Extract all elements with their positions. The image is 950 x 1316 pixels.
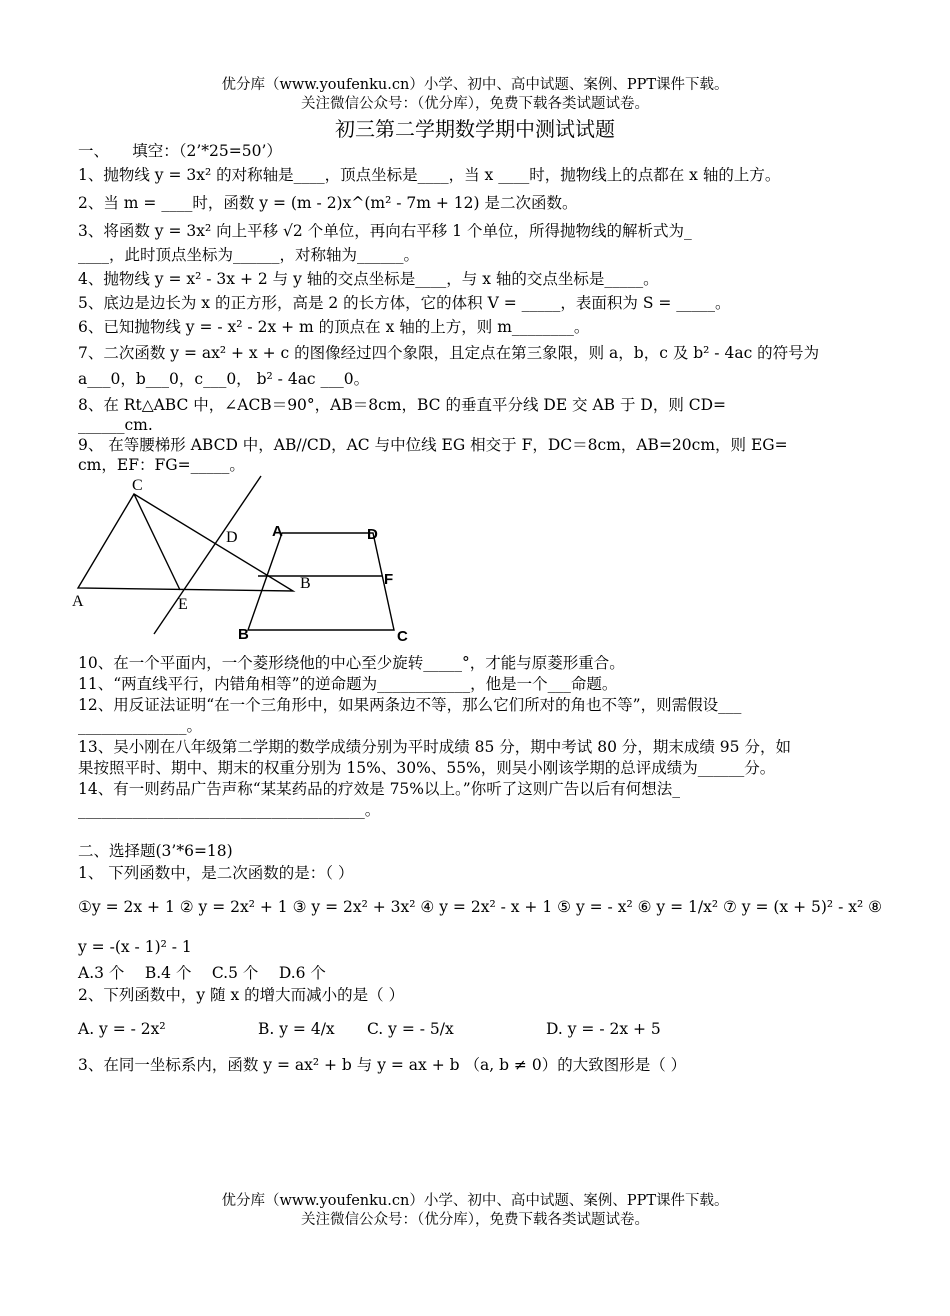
question-11: 11、“两直线平行，内错角相等”的逆命题为____________，他是一个___命题。	[78, 675, 618, 693]
question-13: 13、吴小刚在八年级第二学期的数学成绩分别为平时成绩 85 分，期中考试 80 分，期末成绩 95 分，如	[78, 738, 791, 756]
question-14: 14、有一则药品广告声称“某某药品的疗效是 75%以上。”你听了这则广告以后有何想法_	[78, 780, 680, 798]
question-10: 10、在一个平面内，一个菱形绕他的中心至少旋转_____°，才能与原菱形重合。	[78, 654, 625, 672]
label-trap-c: C	[397, 628, 408, 645]
choice-2-option-c: C. y = - 5/x	[367, 1020, 454, 1038]
question-8: 8、在 Rt△ABC 中，∠ACB＝90°，AB＝8cm，BC 的垂直平分线 DE 交 AB 于 D，则 CD=	[78, 396, 727, 414]
label-c: C	[132, 477, 143, 494]
choice-question-2: 2、下列函数中，y 随 x 的增大而减小的是（ ）	[78, 986, 405, 1004]
footer-line-1: 优分库（www.youfenku.cn）小学、初中、高中试题、案例、PPT课件下载。	[221, 1193, 729, 1209]
section-fill-heading: 一、 填空：（2’*25=50’）	[78, 142, 282, 160]
question-12: 12、用反证法证明“在一个三角形中，如果两条边不等，那么它们所对的角也不等”，则需假设___	[78, 696, 742, 714]
label-e: E	[178, 596, 188, 613]
page-title: 初三第二学期数学期中测试试题	[335, 117, 615, 141]
line-de	[154, 476, 261, 634]
question-8-cont: ______cm.	[78, 416, 153, 434]
question-4: 4、抛物线 y = x² - 3x + 2 与 y 轴的交点坐标是____，与 x 轴的交点坐标是_____。	[78, 270, 659, 288]
question-1: 1、抛物线 y = 3x² 的对称轴是____，顶点坐标是____，当 x ____时，抛物线上的点都在 x 轴的上方。	[78, 166, 781, 184]
question-13-cont: 果按照平时、期中、期末的权重分别为 15%、30%、55%，则吴小刚该学期的总评成绩为______分。	[78, 759, 776, 777]
label-b: B	[300, 575, 311, 592]
question-6: 6、已知抛物线 y = - x² - 2x + m 的顶点在 x 轴的上方，则 m________。	[78, 318, 590, 336]
question-2: 2、当 m = ____时，函数 y = (m - 2)x^(m² - 7m + 12) 是二次函数。	[78, 194, 578, 212]
trapezoid-figure	[248, 533, 394, 630]
question-3: 3、将函数 y = 3x² 向上平移 √2 个单位，再向右平移 1 个单位，所得抛物线的解析式为_	[78, 222, 692, 240]
header-line-2: 关注微信公众号：（优分库），免费下载各类试题试卷。	[301, 96, 649, 112]
choice-1-answers: A.3 个 B.4 个 C.5 个 D.6 个	[78, 964, 326, 982]
question-5: 5、底边是边长为 x 的正方形，高是 2 的长方体，它的体积 V = _____，表面积为 S = _____。	[78, 294, 731, 312]
label-d: D	[226, 529, 238, 546]
question-14-cont: _____________________________________。	[78, 801, 381, 819]
header-line-1: 优分库（www.youfenku.cn）小学、初中、高中试题、案例、PPT课件下载。	[221, 77, 729, 93]
choice-2-option-a: A. y = - 2x²	[78, 1020, 166, 1038]
label-trap-d: D	[367, 526, 378, 543]
label-a: A	[72, 593, 84, 610]
footer-line-2: 关注微信公众号：（优分库），免费下载各类试题试卷。	[301, 1212, 649, 1228]
choice-1-option-8: y = -(x - 1)² - 1	[78, 938, 192, 956]
question-7-cont: a___0，b___0，c___0， b² - 4ac ___0。	[78, 370, 370, 388]
question-7: 7、二次函数 y = ax² + x + c 的图像经过四个象限，且定点在第三象限，则 a，b，c 及 b² - 4ac 的符号为	[78, 344, 820, 362]
label-trap-b: B	[238, 626, 249, 643]
geometry-figure	[68, 472, 428, 648]
choice-2-option-b: B. y = 4/x	[258, 1020, 335, 1038]
question-3-cont: ____，此时顶点坐标为______，对称轴为______。	[78, 246, 420, 264]
question-9: 9、 在等腰梯形 ABCD 中，AB//CD，AC 与中位线 EG 相交于 F，DC＝8cm，AB=20cm，则 EG=	[78, 436, 788, 454]
question-12-cont: ______________。	[78, 717, 203, 735]
label-trap-f: F	[384, 571, 394, 588]
section-choice-heading: 二、选择题(3’*6=18)	[78, 842, 233, 860]
label-trap-a: A	[272, 523, 283, 540]
choice-1-options: ①y = 2x + 1 ② y = 2x² + 1 ③ y = 2x² + 3x² ④ y = 2x² - x + 1 ⑤ y = - x² ⑥ y = 1/x² ⑦ y = (x + 5)² - x² ⑧	[78, 898, 883, 916]
question-9-cont: cm，EF：FG=_____。	[78, 456, 245, 474]
choice-question-3: 3、在同一坐标系内，函数 y = ax² + b 与 y = ax + b （a, b ≠ 0）的大致图形是（ ）	[78, 1056, 687, 1074]
trapezoid-abcd	[248, 533, 394, 630]
choice-question-1: 1、 下列函数中，是二次函数的是：（ ）	[78, 864, 354, 882]
choice-2-option-d: D. y = - 2x + 5	[546, 1020, 661, 1038]
